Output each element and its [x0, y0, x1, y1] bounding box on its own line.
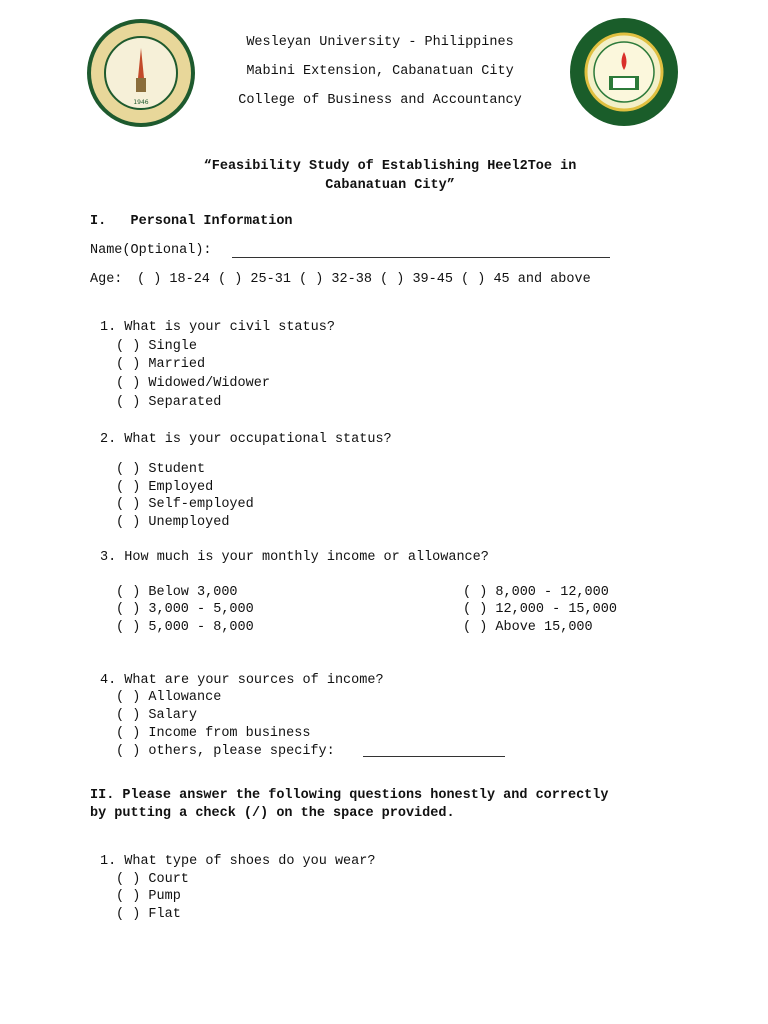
section-personal-info-heading: I. Personal Information [90, 214, 293, 229]
name-label: Name(Optional): [90, 243, 212, 258]
option-flat[interactable]: ( ) Flat [116, 907, 181, 922]
option-8000-12000[interactable]: ( ) 8,000 - 12,000 [463, 585, 609, 600]
age-options[interactable]: ( ) 18-24 ( ) 25-31 ( ) 32-38 ( ) 39-45 ( ) 45 and above [137, 272, 591, 287]
section2-instruction-line1: II. Please answer the following questions honestly and correctly [90, 788, 609, 803]
seal-year-text: 1946 [133, 99, 149, 106]
question-occupational-status: 2. What is your occupational status? [100, 432, 392, 447]
university-name: Wesleyan University - Philippines [246, 35, 514, 50]
option-above-15000[interactable]: ( ) Above 15,000 [463, 620, 593, 635]
option-pump[interactable]: ( ) Pump [116, 889, 181, 904]
name-input-line[interactable] [232, 244, 610, 258]
option-student[interactable]: ( ) Student [116, 462, 206, 477]
option-3000-5000[interactable]: ( ) 3,000 - 5,000 [116, 602, 254, 617]
option-employed[interactable]: ( ) Employed [116, 480, 214, 495]
age-label: Age: [90, 272, 123, 287]
option-5000-8000[interactable]: ( ) 5,000 - 8,000 [116, 620, 254, 635]
others-specify-line[interactable] [363, 744, 505, 757]
section2-instruction-line2: by putting a check (/) on the space provided. [90, 806, 455, 821]
document-title-line2: Cabanatuan City” [325, 178, 455, 193]
option-others-specify[interactable]: ( ) others, please specify: [116, 744, 335, 759]
question-sources-of-income: 4. What are your sources of income? [100, 673, 384, 688]
question-civil-status: 1. What is your civil status? [100, 320, 335, 335]
option-allowance[interactable]: ( ) Allowance [116, 690, 222, 705]
option-widowed[interactable]: ( ) Widowed/Widower [116, 376, 270, 391]
university-address: Mabini Extension, Cabanatuan City [246, 64, 514, 79]
option-separated[interactable]: ( ) Separated [116, 395, 222, 410]
option-court[interactable]: ( ) Court [116, 872, 189, 887]
college-name: College of Business and Accountancy [238, 93, 522, 108]
document-title-line1: “Feasibility Study of Establishing Heel2Toe in [203, 159, 577, 174]
option-12000-15000[interactable]: ( ) 12,000 - 15,000 [463, 602, 617, 617]
option-below-3000[interactable]: ( ) Below 3,000 [116, 585, 238, 600]
option-unemployed[interactable]: ( ) Unemployed [116, 515, 230, 530]
question-shoe-type: 1. What type of shoes do you wear? [100, 854, 376, 869]
college-seal-logo [569, 16, 679, 128]
question-monthly-income: 3. How much is your monthly income or allowance? [100, 550, 489, 565]
option-single[interactable]: ( ) Single [116, 339, 198, 354]
option-income-from-business[interactable]: ( ) Income from business [116, 726, 311, 741]
option-self-employed[interactable]: ( ) Self-employed [116, 497, 254, 512]
option-married[interactable]: ( ) Married [116, 357, 206, 372]
option-salary[interactable]: ( ) Salary [116, 708, 198, 723]
